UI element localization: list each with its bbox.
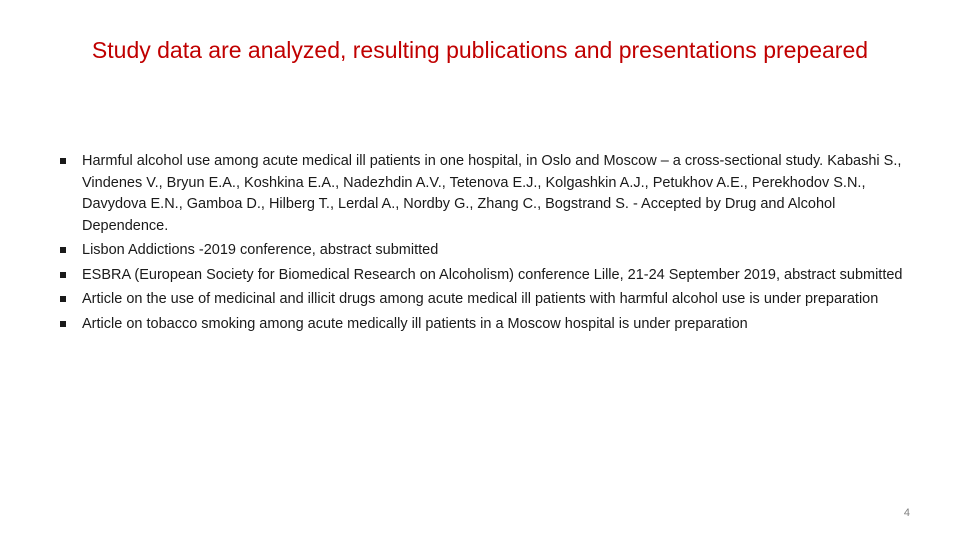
square-bullet-icon [60, 158, 66, 164]
bullet-text: ESBRA (European Society for Biomedical Research on Alcoholism) conference Lille, 21-24 September 2019, abstract submitted [82, 266, 903, 283]
bullet-text: Article on tobacco smoking among acute medically ill patients in a Moscow hospital is under preparation [82, 315, 748, 332]
square-bullet-icon [60, 296, 66, 302]
bullet-text: Article on the use of medicinal and illicit drugs among acute medical ill patients with harmful alcohol use is under preparation [82, 291, 879, 307]
bullet-item-publication [60, 151, 910, 237]
bullet-text: Harmful alcohol use among acute medical ill patients in one hospital, in Oslo and Moscow – a cross-sectional study. Kabashi S., Vindenes V., Bryun E.A., Koshkina E.A., Nadezhdin A.V., Tetenova E.J., Kolgashkin A.J., Petukhov A.E., Perekhodov S.N., Davydova E.N., Gamboa D., Hilberg T., Lerdal A., Nordby G., Zhang C., Bogstrand S. - Accepted by Drug and Alcohol Dependence. [82, 153, 902, 234]
bullet-item-esbra [60, 265, 910, 287]
bullet-item-tobacco-article [60, 314, 910, 336]
square-bullet-icon [60, 272, 66, 278]
bullet-text: Lisbon Addictions -2019 conference, abstract submitted [82, 242, 439, 258]
slide-title: Study data are analyzed, resulting publications and presentations prepeared [91, 37, 869, 63]
bullet-list [60, 151, 910, 338]
bullet-item-lisbon [60, 240, 910, 262]
square-bullet-icon [60, 321, 66, 327]
square-bullet-icon [60, 247, 66, 253]
page-number: 4 [903, 507, 910, 519]
bullet-item-drugs-article [60, 289, 910, 311]
